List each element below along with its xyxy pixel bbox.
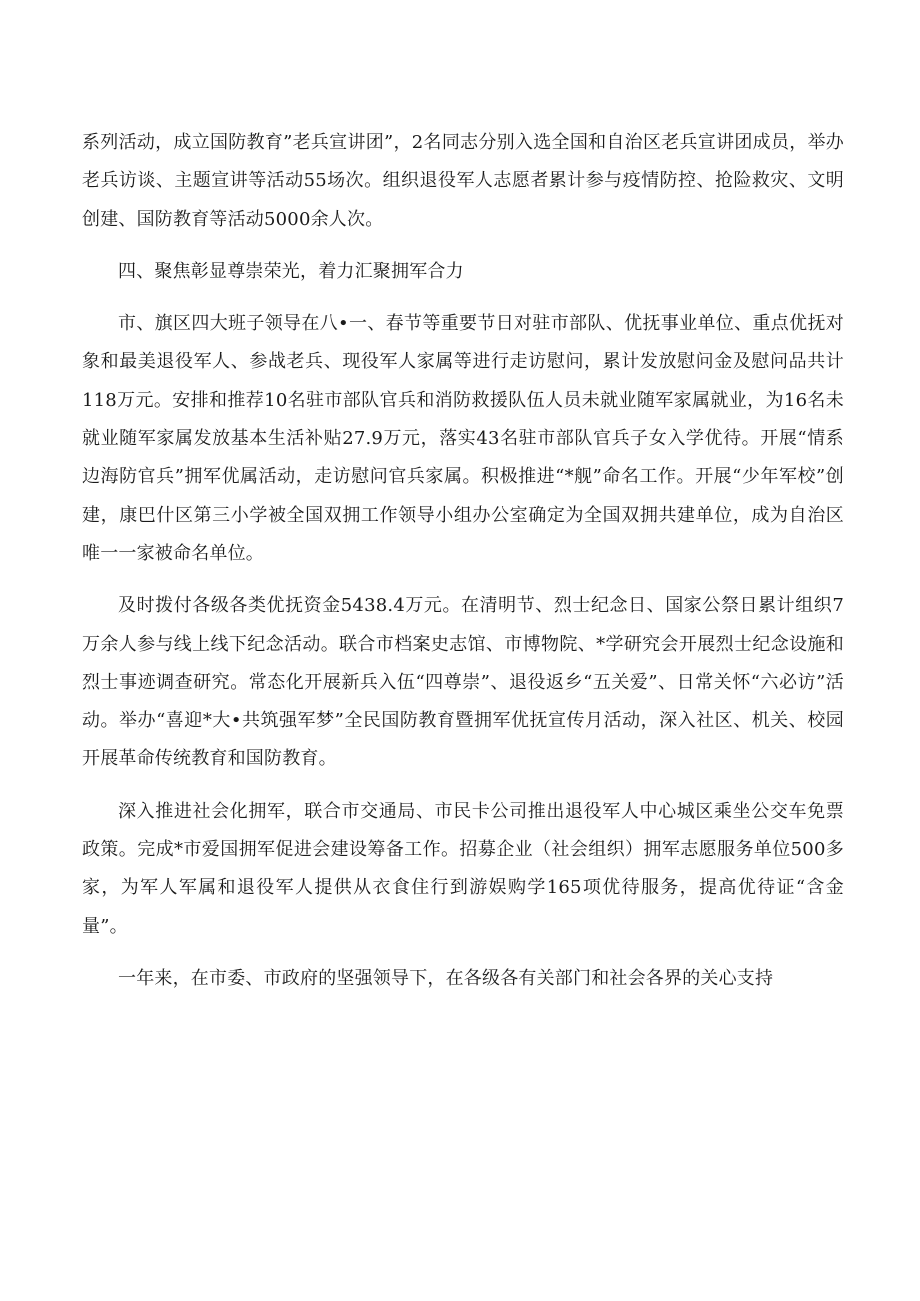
paragraph-funds: 及时拨付各级各类优抚资金5438.4万元。在清明节、烈士纪念日、国家公祭日累计组织7万余人参与线上线下纪念活动。联合市档案史志馆、市博物院、*学研究会开展烈士纪念设施和烈士事迹调查研究。常态化开展新兵入伍“四尊崇”、退役返乡“五关爱”、日常关怀“六必访”活动。举办“喜迎*大•共筑强军梦”全民国防教育暨拥军优抚宣传月活动，深入社区、机关、校园开展革命传统教育和国防教育。 — [82, 595, 844, 770]
paragraph-social-support: 深入推进社会化拥军，联合市交通局、市民卡公司推出退役军人中心城区乘坐公交车免票政策。完成*市爱国拥军促进会建设筹备工作。招募企业（社会组织）拥军志愿服务单位500多家，为军人军属和退役军人提供从衣食住行到游娱购学165项优待服务，提高优待证“含金量”。 — [82, 800, 844, 937]
paragraph-continuation: 系列活动，成立国防教育”老兵宣讲团”，2名同志分别入选全国和自治区老兵宣讲团成员，举办老兵访谈、主题宣讲等活动55场次。组织退役军人志愿者累计参与疫情防控、抢险救灾、文明创建、国防教育等活动5000余人次。 — [82, 132, 844, 230]
document-body — [82, 124, 844, 1012]
section-heading: 四、聚焦彰显尊崇荣光，着力汇聚拥军合力 — [118, 260, 464, 282]
paragraph-leader-visits: 市、旗区四大班子领导在八•一、春节等重要节日对驻市部队、优抚事业单位、重点优抚对象和最美退役军人、参战老兵、现役军人家属等进行走访慰问，累计发放慰问金及慰问品共计118万元。安排和推荐10名驻市部队官兵和消防救援队伍人员未就业随军家属就业，为16名未就业随军家属发放基本生活补贴27.9万元，落实43名驻市部队官兵子女入学优待。开展“情系边海防官兵”拥军优属活动，走访慰问官兵家属。积极推进“*舰”命名工作。开展“少年军校”创建，康巴什区第三小学被全国双拥工作领导小组办公室确定为全国双拥共建单位，成为自治区唯一一家被命名单位。 — [82, 313, 844, 564]
paragraph-summary: 一年来，在市委、市政府的坚强领导下，在各级各有关部门和社会各界的关心支持 — [118, 967, 774, 989]
